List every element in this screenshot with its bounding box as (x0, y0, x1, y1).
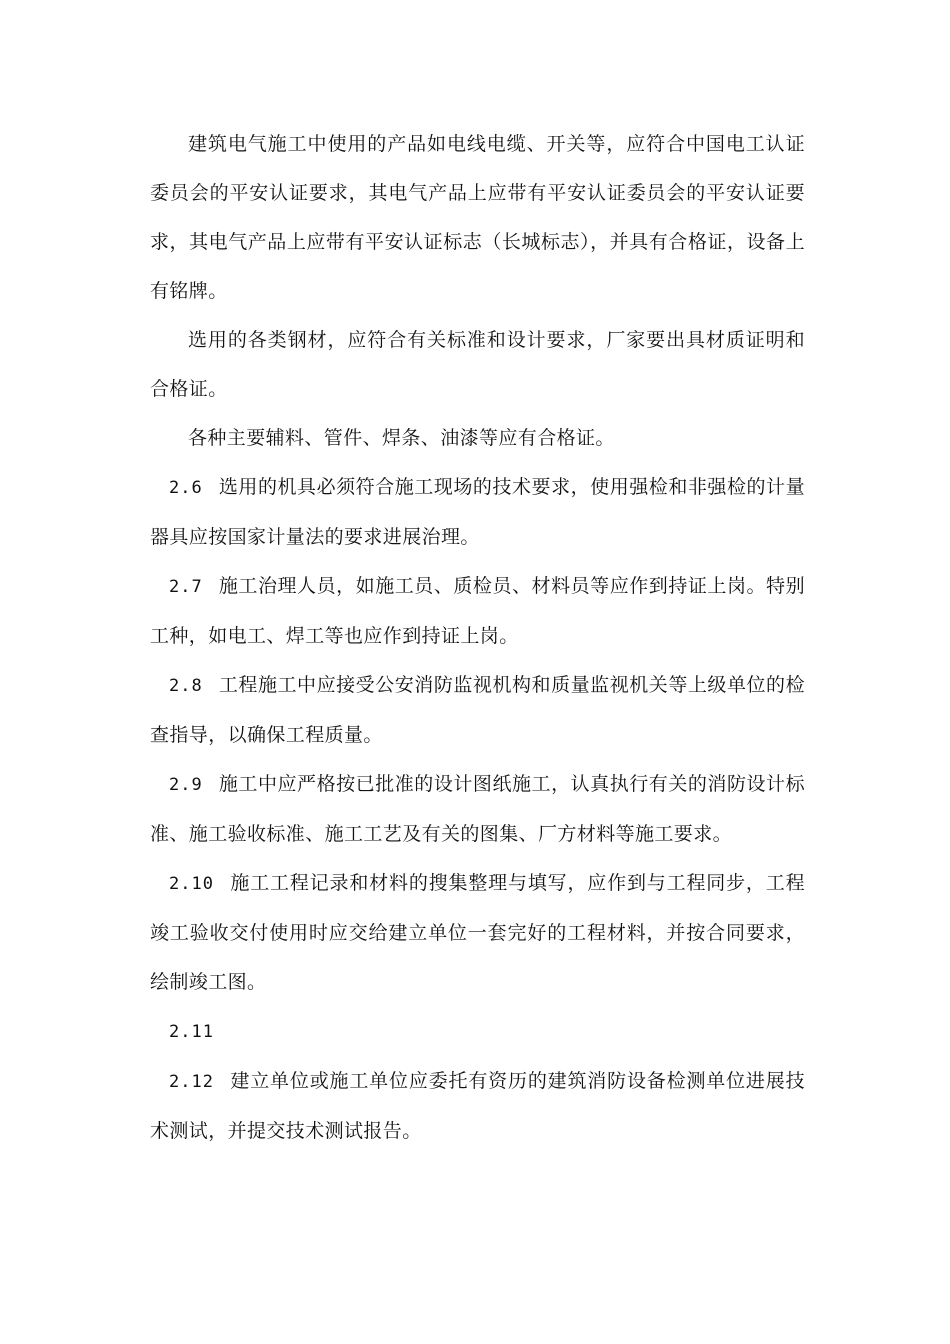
clause-number: 2.6 (169, 478, 203, 498)
clause-2-10 (150, 859, 805, 1007)
clause-2-7 (150, 562, 805, 661)
paragraph-text: 各种主要辅料、管件、焊条、油漆等应有合格证。 (188, 427, 615, 449)
clause-2-9 (150, 760, 805, 859)
document-body (150, 120, 805, 1156)
clause-2-11 (150, 1007, 805, 1057)
paragraph-text: 选用的各类钢材，应符合有关标准和设计要求，厂家要出具材质证明和合格证。 (150, 329, 805, 400)
paragraph-electrical-products (150, 120, 805, 316)
clause-text: 施工治理人员，如施工员、质检员、材料员等应作到持证上岗。特别工种，如电工、焊工等也应作到持证上岗。 (150, 575, 805, 647)
clause-text: 建立单位或施工单位应委托有资历的建筑消防设备检测单位进展技术测试，并提交技术测试报告。 (150, 1070, 805, 1142)
clause-number: 2.12 (169, 1072, 214, 1092)
clause-text: 工程施工中应接受公安消防监视机构和质量监视机关等上级单位的检查指导，以确保工程质量。 (150, 674, 805, 746)
paragraph-steel-materials (150, 316, 805, 414)
clause-number: 2.9 (169, 775, 203, 795)
clause-number: 2.8 (169, 676, 203, 696)
clause-number: 2.10 (169, 874, 214, 894)
paragraph-auxiliary-materials (150, 414, 805, 463)
clause-2-6 (150, 463, 805, 562)
clause-2-8 (150, 661, 805, 760)
paragraph-text: 建筑电气施工中使用的产品如电线电缆、开关等，应符合中国电工认证委员会的平安认证要求，其电气产品上应带有平安认证委员会的平安认证要求，其电气产品上应带有平安认证标志（长城标志），并具有合格证，设备上有铭牌。 (150, 133, 805, 302)
clause-number: 2.11 (169, 1022, 214, 1042)
clause-text: 施工工程记录和材料的搜集整理与填写，应作到与工程同步，工程竣工验收交付使用时应交给建立单位一套完好的工程材料，并按合同要求，绘制竣工图。 (150, 872, 805, 993)
clause-text: 选用的机具必须符合施工现场的技术要求，使用强检和非强检的计量器具应按国家计量法的要求进展治理。 (150, 476, 805, 548)
clause-text: 施工中应严格按已批准的设计图纸施工，认真执行有关的消防设计标准、施工验收标准、施工工艺及有关的图集、厂方材料等施工要求。 (150, 773, 805, 845)
clause-number: 2.7 (169, 577, 203, 597)
clause-2-12 (150, 1057, 805, 1156)
